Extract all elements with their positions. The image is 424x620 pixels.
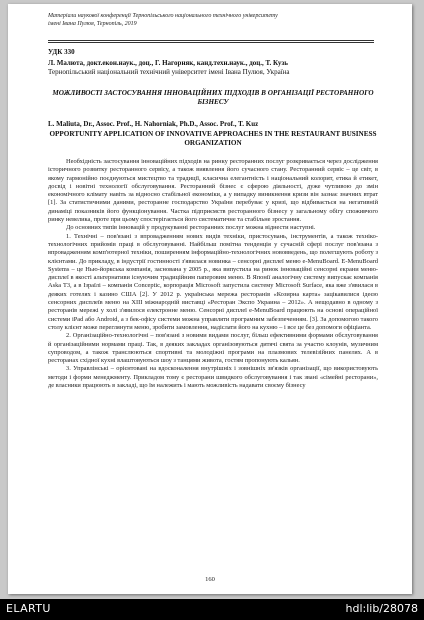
page-number: 160 (205, 576, 215, 583)
conference-header-line-2: імені Івана Пулюя, Тернопіль, 2019 (48, 21, 137, 27)
authors-ukrainian: Л. Малюта, докт.екон.наук., доц., Г. Нагорняк, канд.техн.наук., доц., Т. Кузь (48, 59, 288, 67)
paragraph: До основних типів інновацій у продукуванні ресторанних послуг можна віднести наступні. (66, 224, 316, 232)
paragraph: 3. Управлінські – орієнтовані на вдосконалення внутрішніх і зовнішніх зв'язків організації, що використовують методи і форми менеджменту. Прикладом тому є ресторани швидкого обслуговування і так звані «сімейні ресторани», де власники працюють в закладі, що їм належить і мають можливість надавати своєму бізнесу (48, 365, 378, 390)
conference-header (48, 12, 373, 28)
header-rule-top (48, 40, 374, 41)
authors-english: L. Maliuta, Dr., Assoc. Prof., H. Nahorniak, Ph.D., Assoc. Prof., T. Kuz (48, 120, 259, 128)
title-english: OPPORTUNITY APPLICATION OF INNOVATIVE APPROACHES IN THE RESTAURANT BUSINESS ORGANIZATION (49, 130, 377, 147)
paragraph: 2. Організаційно-технологічні – пов'язані з новими видами послуг, більш ефективними формами обслуговування й організаційними нормами праці. Так, в деяких закладах організовуються дитячі свята за участю клоунів, музичним супроводом, а також транслюються спортивні та молодіжні програми на плазмових телевізійних панелях. А в ресторанах східної кухні влаштовуються шоу з танцями живота, гостям пропонують кальян. (48, 332, 378, 365)
handle-label: hdl:lib/28078 (345, 602, 418, 615)
footer-bar (0, 599, 424, 620)
repository-label: ELARTU (6, 602, 51, 615)
affiliation-ukrainian: Тернопільський національний технічний університет імені Івана Пулюя, Україна (48, 68, 290, 76)
document-page (8, 4, 412, 594)
title-ukrainian: МОЖЛИВОСТІ ЗАСТОСУВАННЯ ІННОВАЦІЙНИХ ПІДХОДІВ В ОРГАНІЗАЦІЇ РЕСТОРАННОГО БІЗНЕСУ (52, 89, 374, 106)
header-rule-bottom (48, 42, 374, 43)
paragraph: 1. Технічні – пов'язані з впровадженням нових видів техніки, пристосувань, інструментів, а також техніко-технологічних прийомів праці в обслуговуванні. Найбільш помітна тенденція у сучасній сфері послуг пов'язана з впровадженням комп'ютерної техніки, поширенням інформаційно-технологічних нововведень, що полегшують роботу з клієнтами. До прикладу, в індустрії гостинності з'явилася новинка – сенсорні дисплеї меню e-MenuBoard. E-MenuBoard Systems – це Нью-йоркська компанія, заснована у 2005 р., яка випустила на ринок інноваційні сенсорні екрани меню-дисплеї в якості альтернативи існуючим традиційним паперовим меню. В Японії аналогічну систему випускає компанія Aska T3, а в Ізраїлі – компанія Conceptic, корпорація Microsoft запустила систему Microsoft Surface, яка вже з'явилася в деяких готелях і казино США [2]. У 2012 р. українська мережа ресторанів «Козирна карта» зацікавилися ідеєю сенсорних дисплеїв меню на XIII міжнародній виставці «Ресторан Экспо Украина – 2012». А нещодавно в одному з ресторанів мережі у холі з'явилося електронне меню. Сенсорні дисплеї e-MenuBoard працюють на основі операційної системи iPad або Android, а з бек-офісу системи можна управляти програмним забезпеченням. [3]. За допомогою такого столу клієнт може переглянути меню, зробити замовлення, надіслати його на кухню – і все це без допомоги офіціанта. (48, 232, 378, 331)
article-body (48, 158, 378, 390)
paragraph: Необхідність застосування інноваційних підходів на ринку ресторанних послуг розкривається через дослідження історичного розвитку ресторанного сервісу, а також виявлення його сучасного стану. Ресторанний сервіс – це світ, в якому гармонійно поєднуються мистецтво та традиції, класична елегантність і національний колорит, етика й етикет, досвід і новітні технології обслуговування. Ресторанний бізнес є сферою діяльності, дуже чутливою до змін економічного клімату навіть за відносно стабільної економіки, а у випадку виникнення кризи він зазнає значних втрат [1]. За статистичними даними, ресторанне господарство України перебуває у кризі, що відбивається на негативній динаміці показників його функціонування. Частка підприємств ресторанного бізнесу у загальному обігу споживчого ринку невелика, проте при цьому спостерігається його систематичне та стабільне зростання. (48, 158, 378, 224)
conference-header-line-1: Матеріали наукової конференції Тернопільського національного технічного університету (48, 13, 278, 19)
udc-code: УДК 330 (48, 48, 75, 56)
